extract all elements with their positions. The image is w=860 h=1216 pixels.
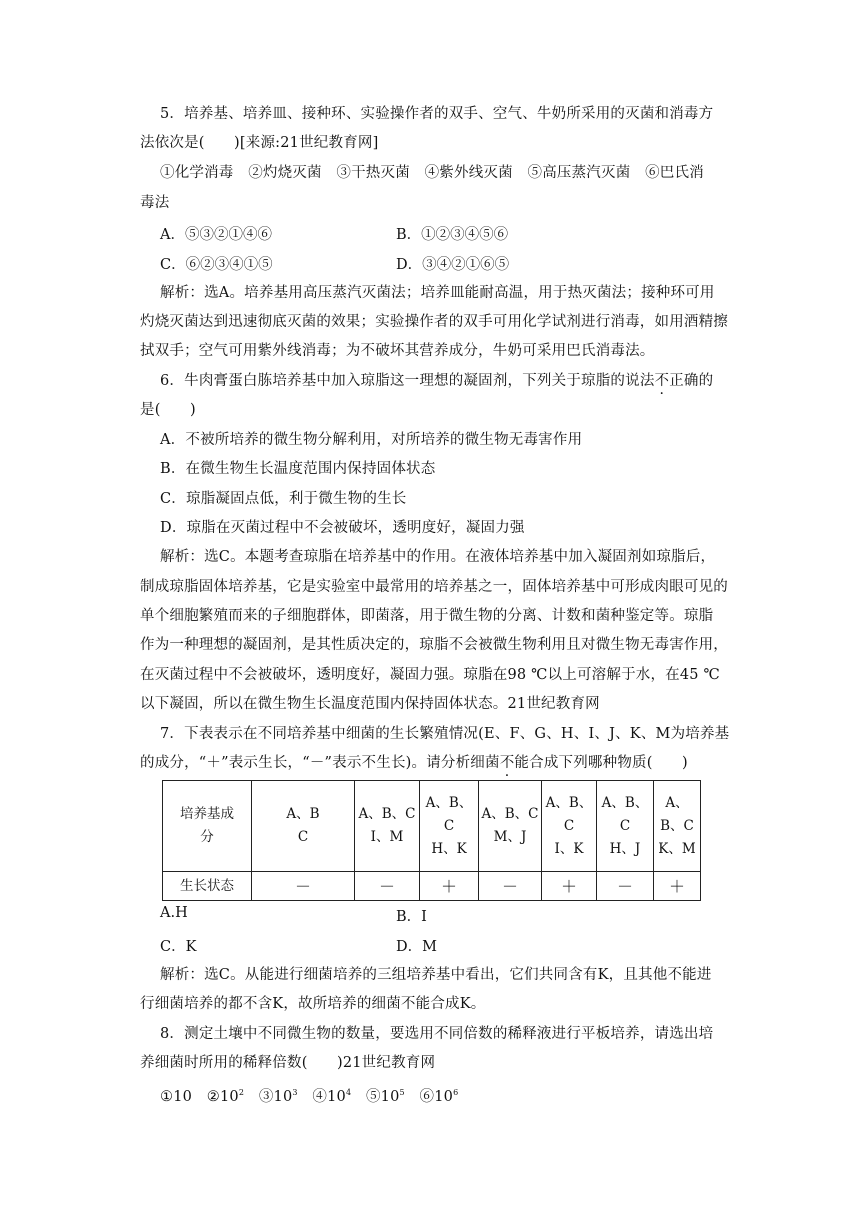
table-header-label [163, 781, 252, 872]
cell-line: B、C [660, 817, 694, 834]
q7-emphasis-not: 不 [499, 755, 515, 771]
cell-line: A、B、C [481, 806, 539, 822]
q5-methods-line1: ①化学消毒 ②灼烧灭菌 ③干热灭菌 ④紫外线灭菌 ⑤高压蒸汽灭菌 ⑥巴氏消 [160, 165, 704, 181]
result-cell: － [597, 872, 654, 901]
table-header-cell [597, 781, 654, 872]
cell-line: A、B、 [425, 794, 473, 811]
table-row [163, 872, 701, 901]
q6-option-a: A．不被所培养的微生物分解利用，对所培养的微生物无毒害作用 [160, 432, 583, 448]
q7-option-d: D．M [396, 939, 437, 955]
dilution-exponent: 5 [399, 1088, 405, 1097]
q8-stem-line1: 8．测定土壤中不同微生物的数量，要选用不同倍数的稀释液进行平板培养，请选出培 [160, 1026, 714, 1042]
dilution-option: ③10 [258, 1089, 293, 1105]
q7-option-b: B．I [396, 909, 427, 925]
q5-methods-line2: 毒法 [140, 195, 170, 211]
cell-line: A、B [286, 806, 320, 822]
cell-line: H、J [609, 840, 641, 857]
table-header-row [163, 781, 701, 872]
q5-option-c: C．⑥②③④①⑤ [160, 257, 273, 273]
q5-stem-line2: 法依次是( )[来源:21世纪教育网] [140, 135, 379, 151]
q7-stem-text-end: 能合成下列哪种物质( ) [514, 755, 688, 771]
q7-stem-line1: 7．下表表示在不同培养基中细菌的生长繁殖情况(E、F、G、H、I、J、K、M为培养基 [160, 726, 730, 742]
table-header-cell [355, 781, 420, 872]
q6-option-c: C．琼脂凝固点低，利于微生物的生长 [160, 491, 407, 507]
dilution-option: ⑥10 [419, 1089, 454, 1105]
q5-option-b: B．①②③④⑤⑥ [396, 227, 509, 243]
q5-stem-line1: 5．培养基、培养皿、接种环、实验操作者的双手、空气、牛奶所采用的灭菌和消毒方 [160, 106, 714, 122]
table-header-cell [252, 781, 355, 872]
dilution-option: ⑤10 [365, 1089, 400, 1105]
table-row-label: 生长状态 [163, 872, 252, 901]
result-cell: － [252, 872, 355, 901]
dilution-exponent: 3 [292, 1088, 298, 1097]
result-cell: ＋ [654, 872, 701, 901]
dilution-option: ④10 [312, 1089, 346, 1105]
q7-analysis-line2: 行细菌培养的都不含K，故所培养的细菌不能合成K。 [140, 996, 486, 1012]
cell-line: A、B、C [358, 806, 416, 822]
cell-line: A、B、 [545, 794, 593, 811]
cell-line: C [297, 829, 309, 845]
cell-line: M、J [493, 829, 527, 845]
cell-line: I、M [370, 829, 404, 845]
q6-stem-text-end: 正确的 [669, 373, 714, 389]
dilution-exponent: 4 [345, 1088, 352, 1097]
dilution-option: ①10 [160, 1089, 193, 1105]
dilution-option: ②10 [206, 1089, 239, 1105]
q7-analysis-line1: 解析：选C。从能进行细菌培养的三组培养基中看出，它们共同含有K，且其他不能进 [160, 967, 712, 983]
dilution-exponent: 6 [453, 1088, 459, 1097]
q6-analysis-line3: 单个细胞繁殖而来的子细胞群体，即菌落，用于微生物的分离、计数和菌种鉴定等。琼脂 [140, 608, 714, 624]
q5-option-d: D．③④②①⑥⑤ [396, 257, 510, 273]
q6-option-d: D．琼脂在灭菌过程中不会被破坏，透明度好，凝固力强 [160, 520, 525, 536]
table-header-cell [479, 781, 542, 872]
q8-dilutions [160, 1083, 458, 1107]
q6-analysis-line2: 制成琼脂固体培养基，它是实验室中最常用的培养基之一，固体培养基中可形成肉眼可见的 [140, 579, 728, 595]
cell-line: C [619, 817, 631, 834]
result-cell: ＋ [420, 872, 479, 901]
table-header-cell [542, 781, 597, 872]
q6-stem-text: 6．牛肉膏蛋白胨培养基中加入琼脂这一理想的凝固剂，下列关于琼脂的说法 [160, 373, 655, 389]
result-cell: ＋ [542, 872, 597, 901]
q6-stem-line1 [160, 371, 713, 391]
table-header-cell [654, 781, 701, 872]
cell-line: A、B、 [601, 794, 649, 811]
result-cell: － [355, 872, 420, 901]
header-label-line: 培养基成 [180, 806, 234, 822]
cell-line: C [443, 817, 455, 834]
cell-line: I、K [554, 840, 584, 857]
q7-option-a: A.H [160, 905, 188, 921]
culture-table [162, 780, 701, 901]
result-cell: － [479, 872, 542, 901]
q6-analysis-line1: 解析：选C。本题考查琼脂在培养基中的作用。在液体培养基中加入凝固剂如琼脂后， [160, 549, 716, 565]
cell-line: K、M [658, 840, 696, 857]
q8-stem-line2: 养细菌时所用的稀释倍数( )21世纪教育网 [140, 1055, 436, 1071]
q6-analysis-line5: 在灭菌过程中不会被破坏，透明度好，凝固力强。琼脂在98 ℃以上可溶解于水，在45 ℃ [140, 667, 720, 683]
q6-emphasis-not: 不 [654, 373, 670, 389]
q7-option-c: C．K [160, 939, 197, 955]
dilution-exponent: 2 [238, 1088, 245, 1097]
q5-analysis-line2: 灼烧灭菌达到迅速彻底灭菌的效果；实验操作者的双手可用化学试剂进行消毒，如用酒精擦 [140, 314, 728, 330]
q5-analysis-line1: 解析：选A。培养基用高压蒸汽灭菌法；培养皿能耐高温，用于热灭菌法；接种环可用 [160, 285, 715, 301]
q6-option-b: B．在微生物生长温度范围内保持固体状态 [160, 461, 436, 477]
q6-analysis-line4: 作为一种理想的凝固剂，是其性质决定的，琼脂不会被微生物利用且对微生物无毒害作用， [140, 637, 728, 653]
q6-stem-line2: 是( ) [140, 402, 196, 418]
q7-stem-line2 [140, 753, 688, 773]
q7-stem-text: 的成分，“＋”表示生长，“－”表示不生长)。请分析细菌 [140, 755, 500, 771]
q5-analysis-line3: 拭双手；空气可用紫外线消毒；为不破坏其营养成分，牛奶可采用巴氏消毒法。 [140, 343, 655, 359]
q6-analysis-line6: 以下凝固，所以在微生物生长温度范围内保持固体状态。21世纪教育网 [140, 696, 600, 712]
cell-line: A、 [665, 794, 689, 811]
q5-option-a: A．⑤③②①④⑥ [160, 227, 272, 243]
cell-line: H、K [431, 840, 467, 857]
header-label-line: 分 [200, 829, 214, 845]
table-header-cell [420, 781, 479, 872]
cell-line: C [563, 817, 575, 834]
